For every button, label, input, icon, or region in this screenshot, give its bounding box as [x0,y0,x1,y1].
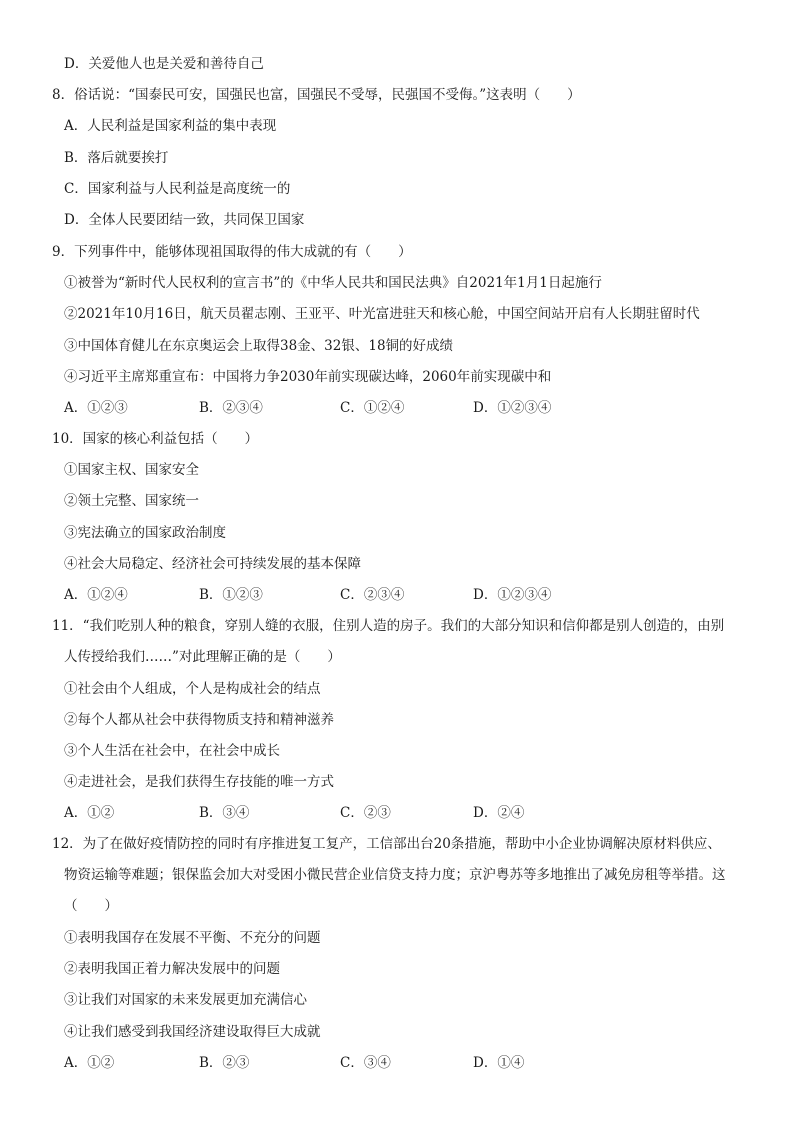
q9-choice-c: C．①②④ [340,400,405,416]
q10-choice-a: A．①②④ [64,587,128,603]
q9-stem: 9．下列事件中，能够体现祖国取得的伟大成就的有（ ） [52,244,412,260]
q9-choices [64,399,664,417]
q12-stem-line-3: （ ） [64,898,118,914]
q12-item-3: ③让我们对国家的未来发展更加充满信心 [64,992,307,1008]
q11-item-4: ④走进社会，是我们获得生存技能的唯一方式 [64,774,334,790]
q9-choice-d: D．①②③④ [473,400,552,416]
q12-stem-line-2: 物资运输等难题；银保监会加大对受困小微民营企业信贷支持力度；京沪粤苏等多地推出了减免房租等举措。这 [64,867,726,883]
q10-choice-c: C．②③④ [340,587,405,603]
q12-stem-line-1: 12．为了在做好疫情防控的同时有序推进复工复产，工信部出台20条措施，帮助中小企业协调解决原材料供应、 [52,836,721,852]
q9-item-2: ②2021年10月16日，航天员翟志刚、王亚平、叶光富进驻天和核心舱，中国空间站开启有人长期驻留时代 [64,306,700,322]
q12-choice-a: A．①② [64,1055,115,1071]
q11-choice-b: B．③④ [199,805,250,821]
q12-item-2: ②表明我国正着力解决发展中的问题 [64,961,280,977]
q11-stem-line-1: 11．“我们吃别人种的粮食，穿别人缝的衣服，住别人造的房子。我们的大部分知识和信仰都是别人创造的，由别 [52,618,725,634]
q12-item-1: ①表明我国存在发展不平衡、不充分的问题 [64,930,321,946]
q10-item-4: ④社会大局稳定、经济社会可持续发展的基本保障 [64,556,361,572]
q12-choice-c: C．③④ [340,1055,391,1071]
q9-choice-b: B．②③④ [199,400,263,416]
q10-item-1: ①国家主权、国家安全 [64,462,199,478]
q12-choices [64,1054,664,1072]
q8-option-c: C．国家利益与人民利益是高度统一的 [64,181,291,197]
q10-choices [64,586,664,604]
q9-item-4: ④习近平主席郑重宣布：中国将力争2030年前实现碳达峰，2060年前实现碳中和 [64,369,552,385]
q12-choice-b: B．②③ [199,1055,250,1071]
q9-item-3: ③中国体育健儿在东京奥运会上取得38金、32银、18铜的好成绩 [64,338,454,354]
q11-stem-line-2: 人传授给我们……”对此理解正确的是（ ） [64,649,341,665]
q8-option-a: A．人民利益是国家利益的集中表现 [64,118,277,134]
q10-stem: 10．国家的核心利益包括（ ） [52,431,259,447]
q10-choice-d: D．①②③④ [473,587,552,603]
q12-choice-d: D．①④ [473,1055,525,1071]
q9-choice-a: A．①②③ [64,400,128,416]
q11-choices [64,804,664,822]
q10-item-3: ③宪法确立的国家政治制度 [64,525,226,541]
q11-item-3: ③个人生活在社会中，在社会中成长 [64,743,280,759]
q8-stem: 8．俗话说：“国泰民可安，国强民也富，国强民不受辱，民强国不受侮。”这表明（ ） [52,87,581,103]
q7-option-d: D．关爱他人也是关爱和善待自己 [64,56,264,72]
q11-choice-a: A．①② [64,805,115,821]
q12-item-4: ④让我们感受到我国经济建设取得巨大成就 [64,1024,321,1040]
q11-item-1: ①社会由个人组成，个人是构成社会的结点 [64,681,321,697]
q8-option-b: B．落后就要挨打 [64,150,169,166]
q10-item-2: ②领土完整、国家统一 [64,493,199,509]
q8-option-d: D．全体人民要团结一致，共同保卫国家 [64,212,305,228]
q11-item-2: ②每个人都从社会中获得物质支持和精神滋养 [64,712,334,728]
q10-choice-b: B．①②③ [199,587,263,603]
q9-item-1: ①被誉为“新时代人民权利的宣言书”的《中华人民共和国民法典》自2021年1月1日起施行 [64,275,602,291]
q11-choice-d: D．②④ [473,805,525,821]
q11-choice-c: C．②③ [340,805,391,821]
